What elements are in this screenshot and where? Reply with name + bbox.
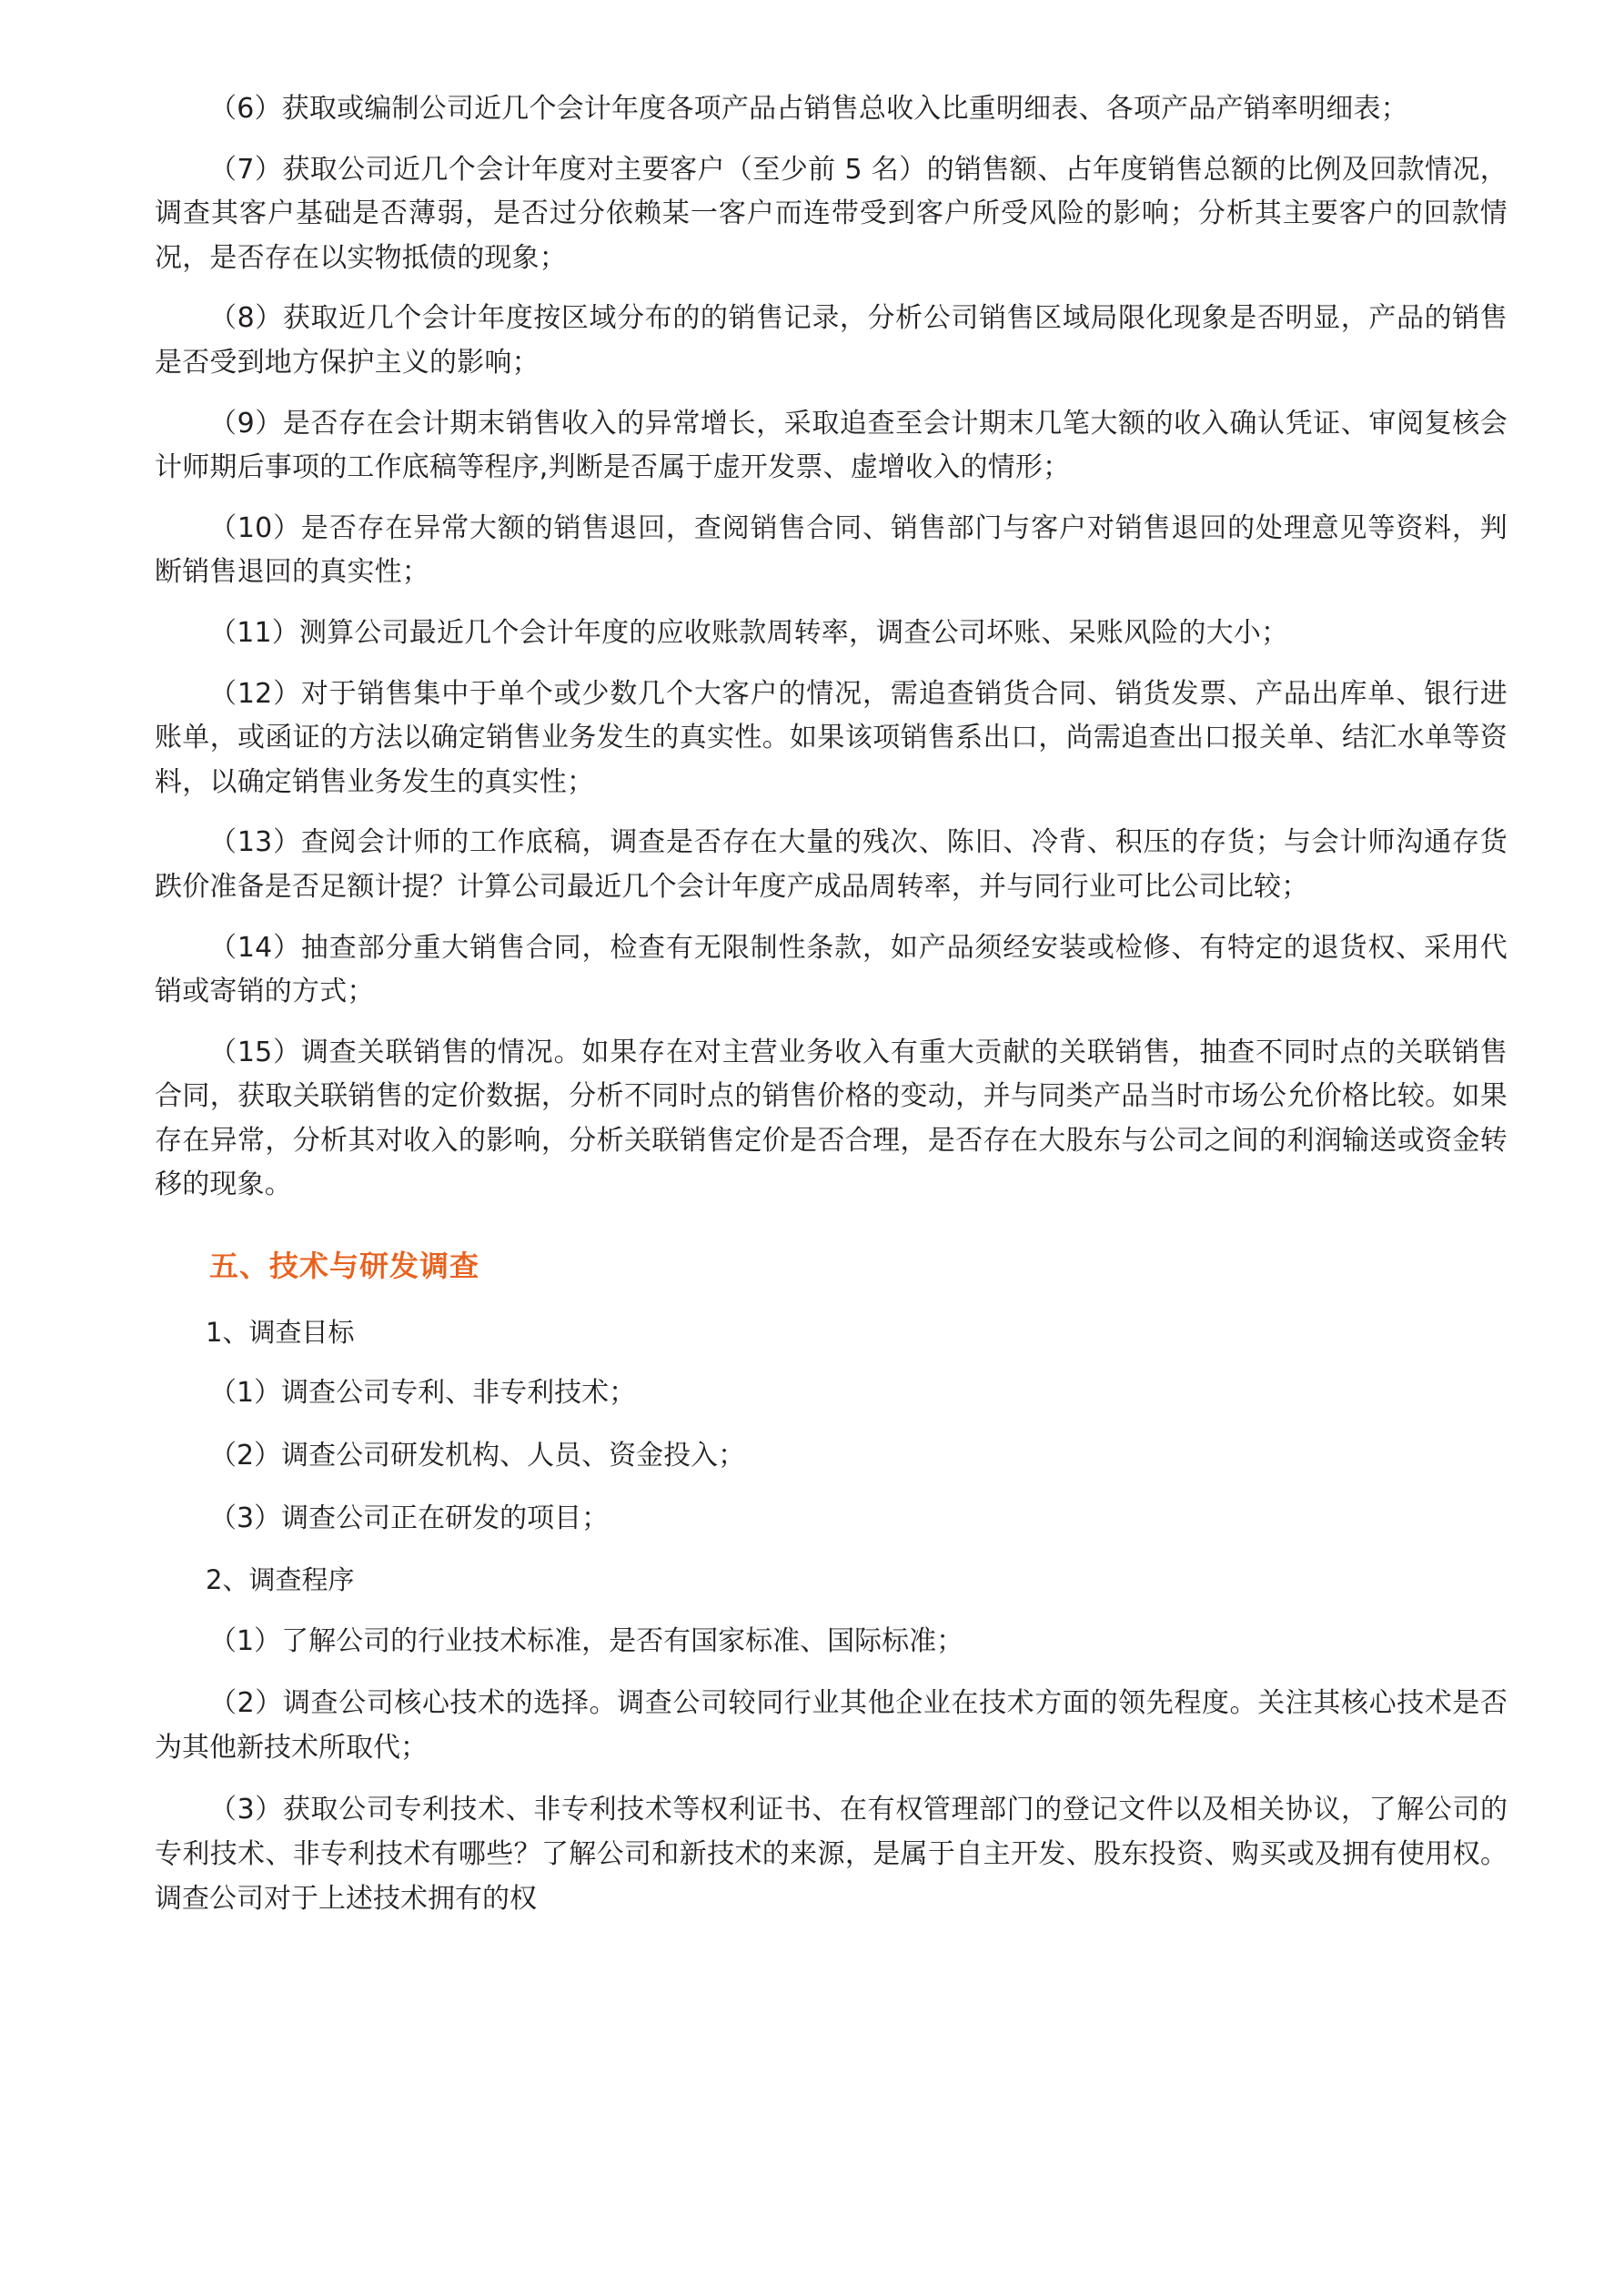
paragraph-item-10: （10）是否存在异常大额的销售退回，查阅销售合同、销售部门与客户对销售退回的处理意见等资料，判断销售退回的真实性； [155, 511, 1508, 589]
paragraph-item-7: （7）获取公司近几个会计年度对主要客户（至少前 5 名）的销售额、占年度销售总额的比例及回款情况，调查其客户基础是否薄弱，是否过分依赖某一客户而连带受到客户所受风险的影响；分析其主要客户的回款情况，是否存在以实物抵债的现象； [155, 153, 1508, 274]
goal-item-1: （1）调查公司专利、非专利技术； [209, 1377, 637, 1410]
paragraph-item-12: （12）对于销售集中于单个或少数几个大客户的情况，需追查销货合同、销货发票、产品出库单、银行进账单，或函证的方法以确定销售业务发生的真实性。如果该项销售系出口，尚需追查出口报关单、结汇水单等资料，以确定销售业务发生的真实性； [155, 677, 1508, 798]
paragraph-item-14: （14）抽查部分重大销售合同，检查有无限制性条款，如产品须经安装或检修、有特定的退货权、采用代销或寄销的方式； [155, 931, 1508, 1008]
goal-item-3: （3）调查公司正在研发的项目； [209, 1502, 610, 1534]
procedure-item-3: （3）获取公司专利技术、非专利技术等权利证书、在有权管理部门的登记文件以及相关协议，了解公司的专利技术、非专利技术有哪些？了解公司和新技术的来源，是属于自主开发、股东投资、购买或及拥有使用权。调查公司对于上述技术拥有的权 [155, 1794, 1508, 1915]
paragraph-item-9: （9）是否存在会计期末销售收入的异常增长，采取追查至会计期末几笔大额的收入确认凭证、审阅复核会计师期后事项的工作底稿等程序,判断是否属于虚开发票、虚增收入的情形； [155, 407, 1508, 484]
paragraph-item-8: （8）获取近几个会计年度按区域分布的的销售记录，分析公司销售区域局限化现象是否明显，产品的销售是否受到地方保护主义的影响； [155, 302, 1508, 379]
subsection-title-investigation-procedures: 2、调查程序 [206, 1564, 355, 1596]
paragraph-item-11: （11）测算公司最近几个会计年度的应收账款周转率，调查公司坏账、呆账风险的大小； [209, 616, 1289, 649]
section-heading-technology-rd: 五、技术与研发调查 [209, 1249, 480, 1284]
paragraph-item-13: （13）查阅会计师的工作底稿，调查是否存在大量的残次、陈旧、冷背、积压的存货；与会计师沟通存货跌价准备是否足额计提？计算公司最近几个会计年度产成品周转率，并与同行业可比公司比较； [155, 826, 1508, 903]
procedure-item-2: （2）调查公司核心技术的选择。调查公司较同行业其他企业在技术方面的领先程度。关注其核心技术是否为其他新技术所取代； [155, 1687, 1508, 1764]
paragraph-item-15: （15）调查关联销售的情况。如果存在对主营业务收入有重大贡献的关联销售，抽查不同时点的关联销售合同，获取关联销售的定价数据，分析不同时点的销售价格的变动，并与同类产品当时市场公允价格比较。如果存在异常，分析其对收入的影响，分析关联销售定价是否合理，是否存在大股东与公司之间的利润输送或资金转移的现象。 [155, 1036, 1508, 1201]
goal-item-2: （2）调查公司研发机构、人员、资金投入； [209, 1440, 746, 1472]
subsection-title-investigation-goals: 1、调查目标 [206, 1317, 355, 1349]
paragraph-item-6: （6）获取或编制公司近几个会计年度各项产品占销售总收入比重明细表、各项产品产销率明细表； [209, 93, 1408, 125]
procedure-item-1: （1）了解公司的行业技术标准，是否有国家标准、国际标准； [209, 1624, 964, 1657]
